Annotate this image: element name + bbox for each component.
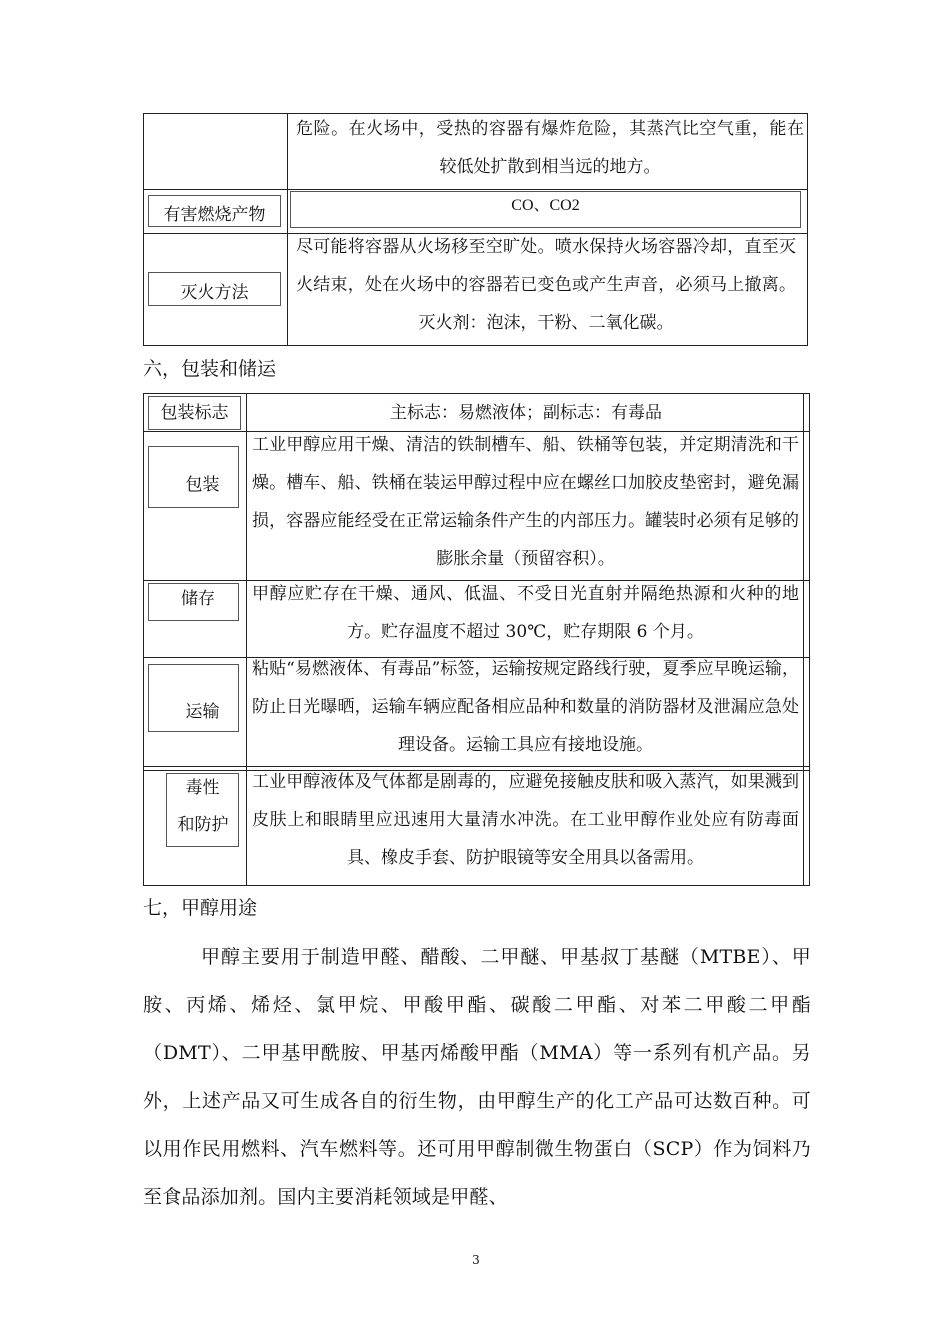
storage-text: 甲醇应贮存在干燥、通风、低温、不受日光直射并隔绝热源和火种的地方。贮存温度不超过 30℃，贮存期限 6 个月。 bbox=[252, 584, 799, 642]
storage-label: 储存 bbox=[181, 589, 215, 609]
toxicity-label-line1: 毒性 bbox=[185, 778, 220, 798]
package-mark-text: 主标志：易燃液体；副标志：有毒品 bbox=[390, 403, 662, 423]
combustion-products-value: CO、CO2 bbox=[511, 197, 580, 214]
methanol-uses-paragraph: 甲醇主要用于制造甲醛、醋酸、二甲醚、甲基叔丁基醚（MTBE）、甲胺、丙烯、烯烃、氯甲烷、甲酸甲酯、碳酸二甲酯、对苯二甲酸二甲酯（DMT）、二甲基甲酰胺、甲基丙烯酸甲酯（MMA）等一系列有机产品。另外，上述产品又可生成各自的衍生物，由甲醇生产的化工产品可达数百种。可以用作民用燃料、汽车燃料等。还可用甲醇制微生物蛋白（SCP）作为饲料乃至食品添加剂。国内主要消耗领域是甲醛、 bbox=[143, 946, 811, 1208]
section-7-title: 七，甲醇用途 bbox=[143, 897, 258, 919]
package-mark-label: 包装标志 bbox=[160, 403, 229, 423]
section-6-title: 六，包装和储运 bbox=[143, 358, 277, 380]
extinguish-method-text: 尽可能将容器从火场移至空旷处。喷水保持火场容器冷却，直至灭火结束，处在火场中的容器若已变色或产生声音，必须马上撤离。灭火剂：泡沫，干粉、二氧化碳。 bbox=[296, 237, 796, 333]
extinguish-method-label: 灭火方法 bbox=[180, 283, 249, 303]
fire-hazard-text: 危险。在火场中，受热的容器有爆炸危险，其蒸汽比空气重，能在较低处扩散到相当远的地方。 bbox=[296, 119, 804, 177]
page-number: 3 bbox=[472, 1253, 480, 1267]
package-label: 包装 bbox=[185, 475, 220, 495]
transport-text: 粘贴“易燃液体、有毒品”标签，运输按规定路线行驶，夏季应早晚运输，防止日光曝晒，运输车辆应配备相应品种和数量的消防器材及泄漏应急处理设备。运输工具应有接地设施。 bbox=[252, 659, 799, 755]
combustion-products-label: 有害燃烧产物 bbox=[163, 205, 266, 225]
transport-label: 运输 bbox=[185, 702, 220, 722]
toxicity-label-line2: 和防护 bbox=[177, 815, 229, 835]
package-text: 工业甲醇应用干燥、清洁的铁制槽车、船、铁桶等包装，并定期清洗和干燥。槽车、船、铁桶在装运甲醇过程中应在螺丝口加胶皮垫密封，避免漏损，容器应能经受在正常运输条件产生的内部压力。罐装时必须有足够的膨胀余量（预留容积）。 bbox=[252, 435, 799, 569]
toxicity-text: 工业甲醇液体及气体都是剧毒的，应避免接触皮肤和吸入蒸汽，如果溅到皮肤上和眼睛里应迅速用大量清水冲洗。在工业甲醇作业处应有防毒面具、橡皮手套、防护眼镜等安全用具以备需用。 bbox=[252, 772, 799, 868]
